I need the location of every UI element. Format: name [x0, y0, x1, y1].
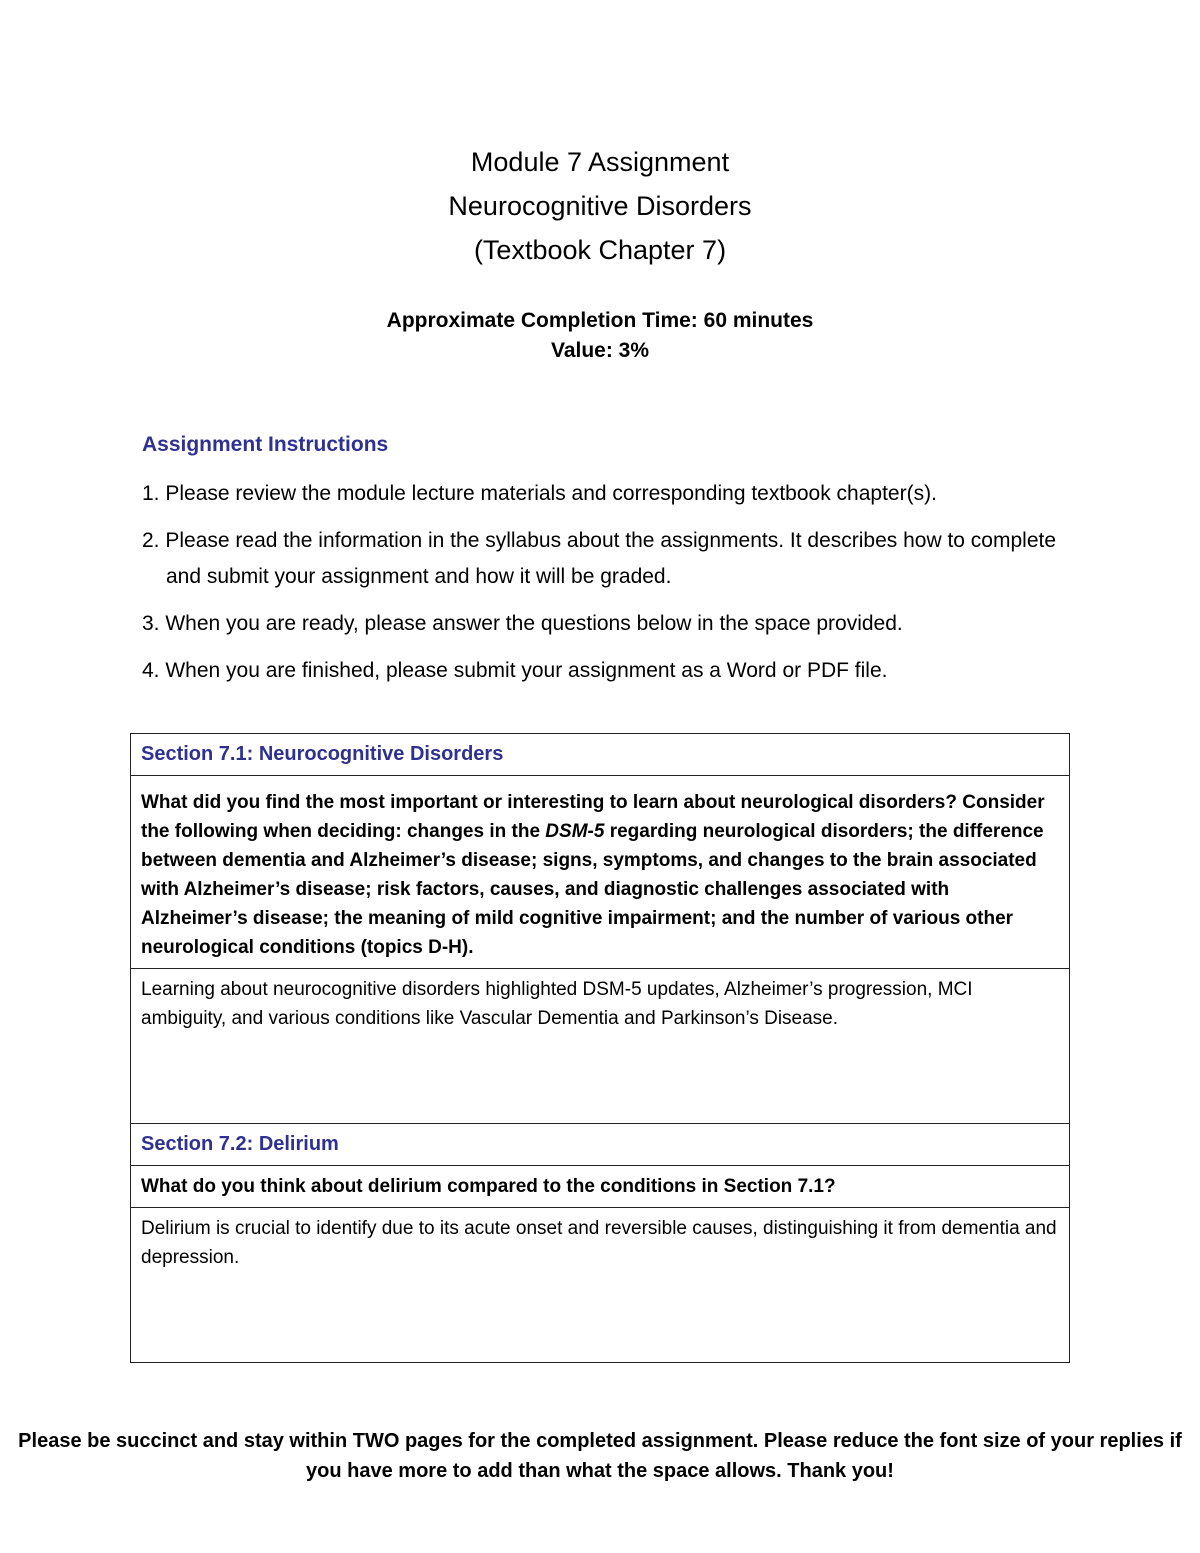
section-1-title: Section 7.1: Neurocognitive Disorders [141, 743, 504, 765]
section-1-question-pre: What did you find the most important or interesting to learn about neurological disorders? Consider the following when deciding: changes in the [141, 792, 1045, 842]
assignment-meta [0, 306, 1200, 366]
assignment-value: Value: 3% [550, 339, 650, 362]
page-title [0, 140, 1200, 272]
completion-time: Approximate Completion Time: 60 minutes [386, 309, 814, 332]
instruction-item-2: 2. Please read the information in the syllabus about the assignments. It describes how to complete and submit your assignment and how it will be graded. [142, 529, 1057, 588]
section-1-answer-cell[interactable] [131, 969, 1070, 1124]
section-2-title-cell [131, 1124, 1070, 1166]
title-line-2: Neurocognitive Disorders [448, 191, 752, 221]
section-1-title-row [131, 734, 1070, 776]
section-2-title-row [131, 1124, 1070, 1166]
footer-note: Please be succinct and stay within TWO pages for the completed assignment. Please reduce the font size of your replies if you have more to add than what the space allows. Thank you! [18, 1430, 1182, 1482]
section-2-answer: Delirium is crucial to identify due to its acute onset and reversible causes, distinguishing it from dementia and depression. [141, 1218, 1057, 1268]
section-1-answer: Learning about neurocognitive disorders highlighted DSM-5 updates, Alzheimer’s progression, MCI ambiguity, and various conditions like Vascular Dementia and Parkinson’s Disease. [141, 979, 973, 1029]
section-2-answer-cell[interactable] [131, 1208, 1070, 1363]
section-1-question-post: regarding neurological disorders; the difference between dementia and Alzheimer’s disease; signs, symptoms, and changes to the brain associated with Alzheimer’s disease; risk factors, causes, and diagnostic challenges associated with Alzheimer’s disease; the meaning of mild cognitive impairment; and the number of various other neurological conditions (topics D-H). [141, 821, 1044, 958]
section-2-question-row [131, 1166, 1070, 1208]
instructions-list [142, 476, 1072, 700]
section-1-question-em: DSM-5 [545, 821, 605, 842]
instruction-item-3: 3. When you are ready, please answer the questions below in the space provided. [142, 612, 903, 635]
section-1-question [131, 776, 1070, 969]
title-line-1: Module 7 Assignment [470, 147, 730, 177]
title-line-3: (Textbook Chapter 7) [473, 235, 727, 265]
section-2-answer-row [131, 1208, 1070, 1363]
section-2-question: What do you think about delirium compared to the conditions in Section 7.1? [131, 1166, 1070, 1208]
section-1-title-cell [131, 734, 1070, 776]
section-2-title: Section 7.2: Delirium [141, 1133, 339, 1155]
instruction-item-4: 4. When you are finished, please submit your assignment as a Word or PDF file. [142, 659, 888, 682]
section-1-question-row [131, 776, 1070, 969]
instruction-item-1: 1. Please review the module lecture materials and corresponding textbook chapter(s). [142, 482, 937, 505]
instructions-heading: Assignment Instructions [142, 433, 389, 456]
questions-table [130, 733, 1070, 1363]
section-1-answer-row [131, 969, 1070, 1124]
